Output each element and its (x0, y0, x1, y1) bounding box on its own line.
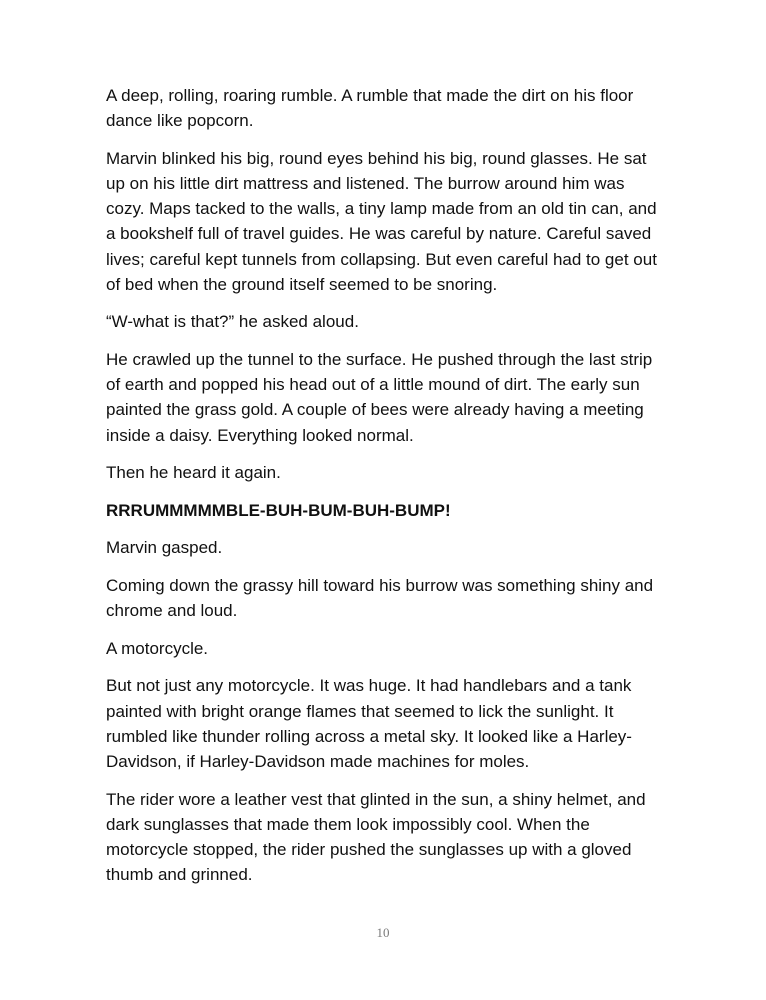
paragraph: Then he heard it again. (106, 463, 281, 483)
paragraph: Marvin blinked his big, round eyes behind his big, round glasses. He sat up on his little dirt mattress and listened. The burrow around him was cozy. Maps tacked to the walls, a tiny lamp made from an old tin can, and a bookshelf full of travel guides. He was careful by nature. Careful saved lives; careful kept tunnels from collapsing. But even careful had to get out of bed when the ground itself seemed to be snoring. (106, 148, 657, 294)
sound-effect-paragraph: RRRUMMMMMBLE-BUH-BUM-BUH-BUMP! (106, 500, 451, 520)
paragraph: “W-what is that?” he asked aloud. (106, 312, 359, 332)
paragraph: Coming down the grassy hill toward his burrow was something shiny and chrome and loud. (106, 575, 654, 621)
paragraph: But not just any motorcycle. It was huge. It had handlebars and a tank painted with bright orange flames that seemed to lick the sunlight. It rumbled like thunder rolling across a metal sky. It looked like a Harley-Davidson, if Harley-Davidson made machines for moles. (106, 676, 632, 771)
story-text-body (106, 83, 662, 900)
paragraph: Marvin gasped. (106, 538, 223, 558)
page-number: 10 (376, 925, 390, 940)
paragraph: A motorcycle. (106, 638, 209, 658)
paragraph: The rider wore a leather vest that glinted in the sun, a shiny helmet, and dark sunglasses that made them look impossibly cool. When the motorcycle stopped, the rider pushed the sunglasses up with a gloved thumb and grinned. (106, 789, 646, 885)
paragraph: He crawled up the tunnel to the surface. He pushed through the last strip of earth and popped his head out of a little mound of dirt. The early sun painted the grass gold. A couple of bees were already having a meeting inside a daisy. Everything looked normal. (106, 350, 653, 445)
paragraph: A deep, rolling, roaring rumble. A rumble that made the dirt on his floor dance like popcorn. (106, 86, 634, 131)
